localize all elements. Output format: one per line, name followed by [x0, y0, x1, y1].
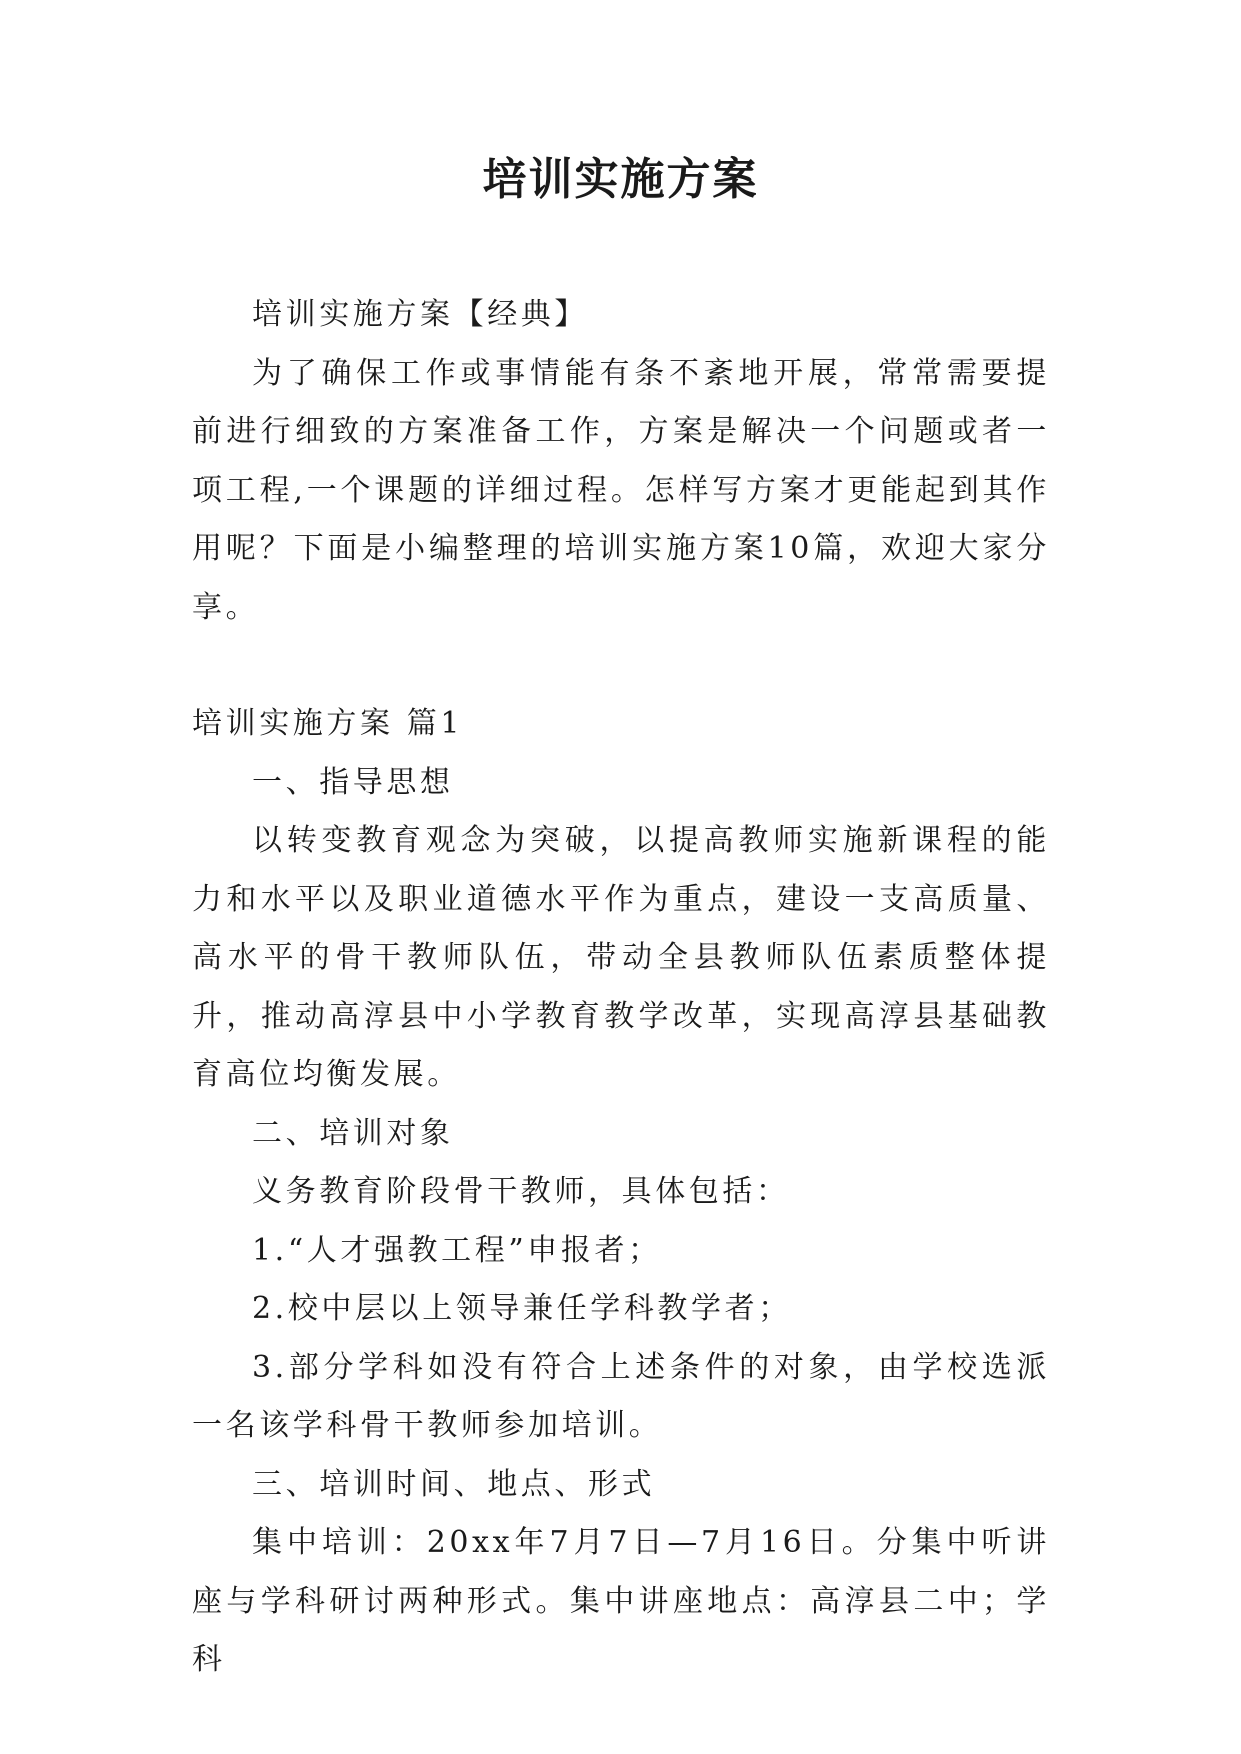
- section-heading: 培训实施方案 篇1: [192, 706, 464, 741]
- list-item: 2.校中层以上领导兼任学科教学者；: [252, 1291, 792, 1326]
- document-subtitle: 培训实施方案【经典】: [252, 297, 588, 332]
- paragraph-guiding-ideology: 以转变教育观念为突破，以提高教师实施新课程的能力和水平以及职业道德水平作为重点，建设一支高质量、高水平的骨干教师队伍，带动全县教师队伍素质整体提升，推动高淳县中小学教育教学改革，实现高淳县基础教育高位均衡发展。: [192, 823, 1050, 1092]
- heading-guiding-ideology: 一、指导思想: [252, 764, 454, 800]
- paragraph-training-targets: 义务教育阶段骨干教师，具体包括：: [252, 1174, 790, 1209]
- heading-training-time-place-form: 三、培训时间、地点、形式: [252, 1466, 656, 1502]
- document-body: [192, 286, 1050, 1690]
- list-item: 1.“人才强教工程”申报者；: [252, 1232, 662, 1268]
- list-item: 3.部分学科如没有符合上述条件的对象，由学校选派一名该学科骨干教师参加培训。: [192, 1349, 1050, 1443]
- intro-paragraph: 为了确保工作或事情能有条不紊地开展，常常需要提前进行细致的方案准备工作，方案是解决一个问题或者一项工程,一个课题的详细过程。怎样写方案才更能起到其作用呢？下面是小编整理的培训实施方案10篇，欢迎大家分享。: [192, 355, 1050, 625]
- paragraph-centralized-training: 集中培训：20xx年7月7日—7月16日。分集中听讲座与学科研讨两种形式。集中讲座地点：高淳县二中；学科: [192, 1525, 1050, 1677]
- document-title: 培训实施方案: [482, 154, 759, 205]
- heading-training-targets: 二、培训对象: [252, 1115, 454, 1151]
